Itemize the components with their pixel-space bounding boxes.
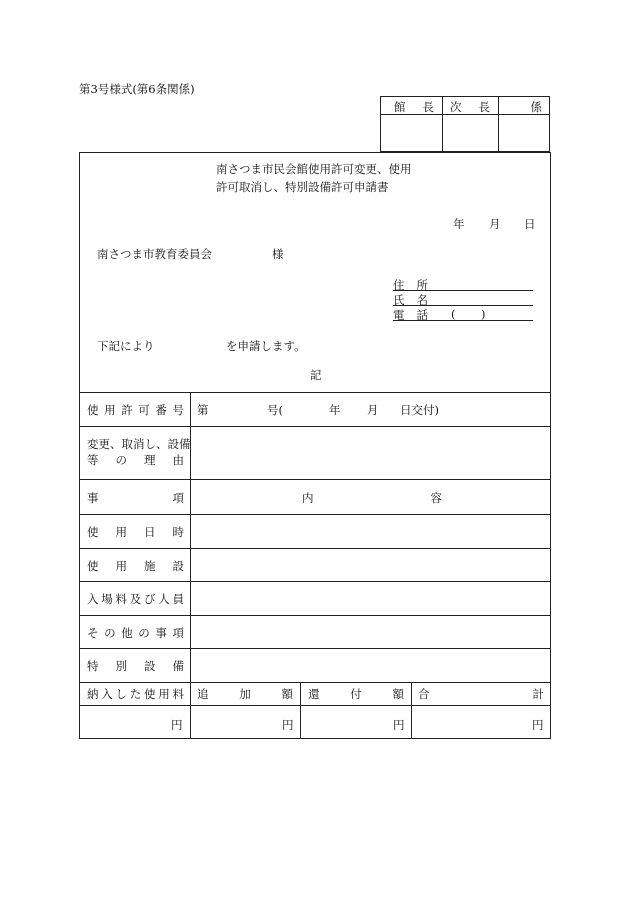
yen-4: 円 bbox=[532, 718, 544, 732]
applicant-phone-field[interactable] bbox=[393, 320, 533, 321]
datetime-label: 使 用 日 時 bbox=[87, 525, 184, 539]
refund-label: 還 付 額 bbox=[308, 687, 404, 701]
form-number-header: 第3号様式(第6条関係) bbox=[79, 82, 195, 96]
addressee-honorific: 様 bbox=[272, 247, 284, 261]
reason-label-line1: 変更、取消し、設備 bbox=[87, 437, 191, 451]
applicant-phone-label: 電 話 bbox=[393, 308, 428, 322]
total-label: 合 計 bbox=[418, 687, 544, 701]
date-year: 年 bbox=[453, 217, 465, 231]
permit-nen: 年 bbox=[329, 403, 341, 417]
form-title-line2: 許可取消し、特別設備許可申請書 bbox=[216, 180, 389, 194]
application-form bbox=[79, 152, 551, 739]
reason-label-line2: 等 の 理 由 bbox=[87, 453, 184, 467]
admission-label: 入 場 料 及 び 人 員 bbox=[87, 592, 184, 606]
request-prefix: 下記により bbox=[97, 339, 155, 353]
request-suffix: を申請します。 bbox=[226, 339, 306, 353]
fee-label: 納 入 し た 使 用 料 bbox=[87, 687, 184, 701]
content-label: 内 容 bbox=[302, 491, 442, 505]
permit-number-label: 使 用 許 可 番 号 bbox=[87, 403, 184, 417]
applicant-name-label: 氏 名 bbox=[393, 293, 428, 307]
special-label: 特 別 設 備 bbox=[87, 659, 184, 673]
stamp-jicho-label: 次 長 bbox=[450, 100, 490, 114]
yen-1: 円 bbox=[171, 718, 183, 732]
yen-2: 円 bbox=[282, 718, 294, 732]
permit-go: 号( bbox=[267, 403, 283, 417]
date-day: 日 bbox=[524, 217, 536, 231]
item-label: 事 項 bbox=[87, 491, 184, 505]
permit-issued: 日交付) bbox=[400, 403, 439, 417]
permit-tsuki: 月 bbox=[367, 403, 379, 417]
stamp-kakari-label: 係 bbox=[530, 100, 542, 114]
form-title-line1: 南さつま市民会館使用許可変更、使用 bbox=[216, 162, 412, 176]
stamp-kancho-label: 館 長 bbox=[394, 100, 434, 114]
applicant-name-field[interactable] bbox=[393, 305, 533, 306]
approval-stamp-table bbox=[380, 96, 550, 152]
applicant-address-field[interactable] bbox=[393, 290, 533, 291]
addressee-name: 南さつま市教育委員会 bbox=[97, 247, 212, 261]
ki-label: 記 bbox=[310, 368, 322, 382]
additional-label: 追 加 額 bbox=[197, 687, 293, 701]
date-month: 月 bbox=[489, 217, 501, 231]
other-label: そ の 他 の 事 項 bbox=[87, 626, 184, 640]
facility-label: 使 用 施 設 bbox=[87, 559, 184, 573]
phone-paren-open: ( bbox=[451, 307, 456, 321]
yen-3: 円 bbox=[393, 718, 405, 732]
phone-paren-close: ) bbox=[481, 307, 486, 321]
permit-dai: 第 bbox=[197, 403, 209, 417]
applicant-address-label: 住 所 bbox=[393, 278, 428, 292]
